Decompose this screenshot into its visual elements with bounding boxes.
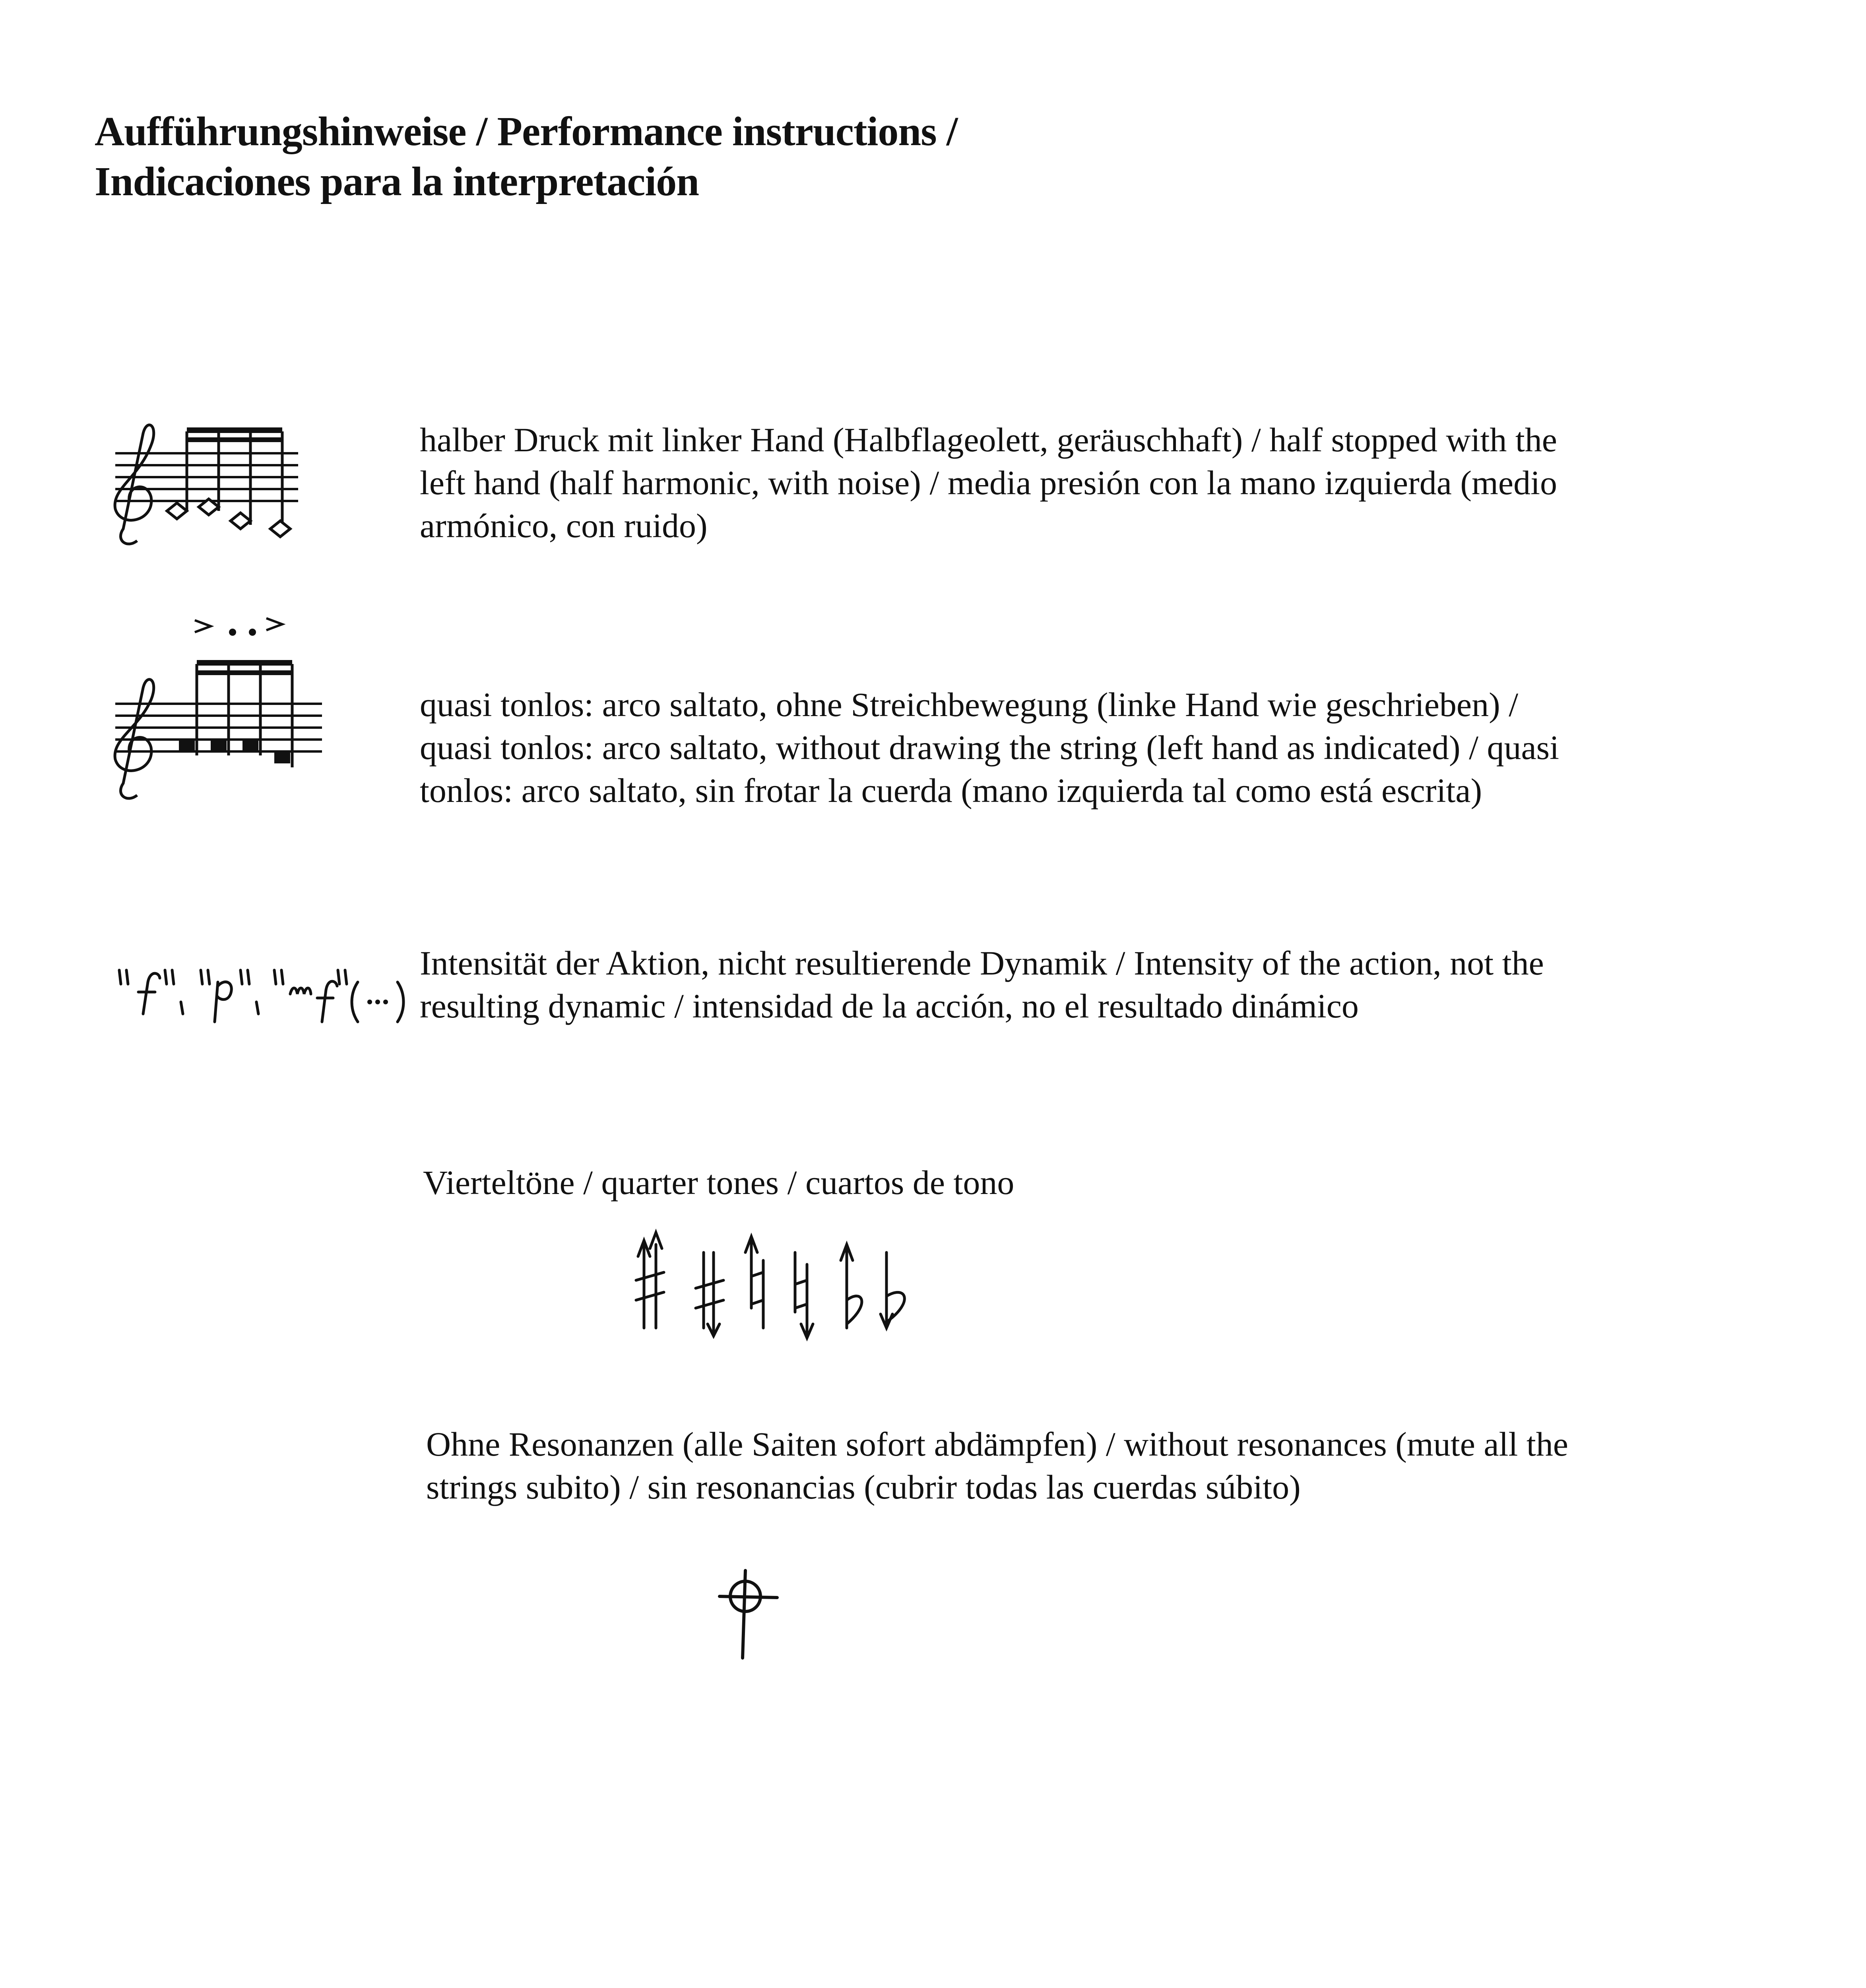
instruction-line: tonlos: arco saltato, sin frotar la cuerda (mano izquierda tal como está escrita)	[420, 771, 1482, 810]
instruction-quasi-tonlos	[420, 683, 1559, 812]
instruction-line: armónico, con ruido)	[420, 507, 708, 545]
instruction-line: resulting dynamic / intensidad de la acción, no el resultado dinámico	[420, 987, 1359, 1025]
instruction-line: Vierteltöne / quarter tones / cuartos de tono	[423, 1163, 1014, 1202]
quarter-tone-accidentals-icon	[632, 1229, 926, 1342]
instruction-line: halber Druck mit linker Hand (Halbflageolett, geräuschhaft) / half stopped with the	[420, 421, 1557, 459]
instruction-half-stopped	[420, 418, 1557, 547]
title-line-1: Aufführungshinweise / Performance instructions /	[95, 109, 958, 154]
instruction-no-resonance	[426, 1423, 1568, 1508]
instruction-line: quasi tonlos: arco saltato, without drawing the string (left hand as indicated) / quasi	[420, 728, 1560, 767]
instruction-line: Intensität der Aktion, nicht resultierende Dynamik / Intensity of the action, not the	[420, 944, 1544, 982]
instruction-action-intensity	[420, 942, 1544, 1027]
title-line-2: Indicaciones para la interpretación	[95, 159, 699, 204]
instruction-line: strings subito) / sin resonancias (cubrir todas las cuerdas súbito)	[426, 1468, 1301, 1506]
no-resonance-icon	[708, 1563, 787, 1664]
action-dynamics-icon	[115, 954, 405, 1040]
instruction-line: left hand (half harmonic, with noise) / media presión con la mano izquierda (medio	[420, 464, 1557, 502]
half-stopped-notation-icon	[99, 410, 322, 571]
instruction-line: quasi tonlos: arco saltato, ohne Streichbewegung (linke Hand wie geschrieben) /	[420, 685, 1519, 724]
instruction-quarter-tones	[423, 1161, 1014, 1204]
quasi-tonlos-notation-icon	[99, 608, 338, 817]
instruction-line: Ohne Resonanzen (alle Saiten sofort abdämpfen) / without resonances (mute all the	[426, 1425, 1568, 1463]
page-title	[95, 107, 958, 207]
